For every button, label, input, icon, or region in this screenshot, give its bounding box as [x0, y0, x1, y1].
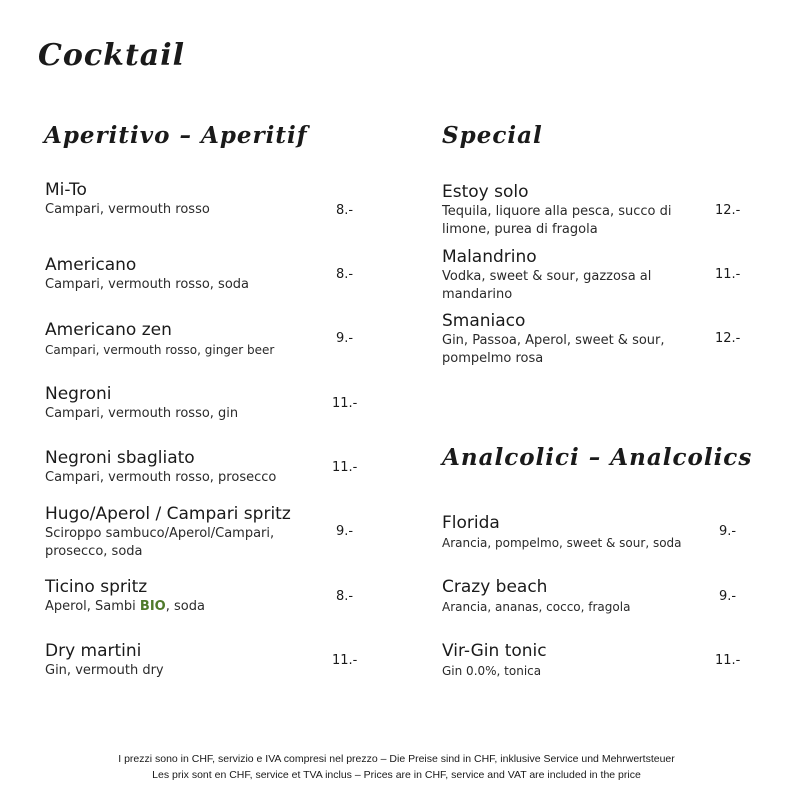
menu-item-americano-zen: [45, 320, 330, 359]
item-name: Dry martini: [45, 641, 142, 661]
item-price: 11.-: [332, 396, 358, 411]
section-title-aperitivo: Aperitivo – Aperitif: [44, 122, 308, 149]
section-title-special: Special: [442, 122, 543, 149]
item-description: Arancia, ananas, cocco, fragola: [442, 600, 631, 614]
item-name: Hugo/Aperol / Campari spritz: [45, 504, 291, 524]
menu-item-negroni: [45, 384, 325, 423]
item-description: Gin 0.0%, tonica: [442, 664, 542, 678]
item-description: Campari, vermouth rosso, gin: [45, 406, 239, 421]
item-price: 11.-: [332, 653, 358, 668]
item-price: 12.-: [715, 331, 741, 346]
item-description: Sciroppo sambuco/Aperol/Campari, prosecco, soda: [45, 526, 275, 559]
item-description: [45, 598, 325, 616]
item-description: Campari, vermouth rosso, prosecco: [45, 470, 277, 485]
item-price: 12.-: [715, 203, 741, 218]
item-name: Malandrino: [442, 247, 537, 267]
price-disclaimer-line-1: I prezzi sono in CHF, servizio e IVA compresi nel prezzo – Die Preise sind in CHF, inklusive Service und Mehrwertsteuer: [118, 753, 675, 765]
menu-item-crazy-beach: [442, 577, 712, 616]
menu-item-americano: [45, 255, 325, 294]
item-name: Americano: [45, 255, 137, 275]
item-name: Mi-To: [45, 180, 87, 200]
item-description: Arancia, pompelmo, sweet & sour, soda: [442, 536, 682, 550]
item-price: 8.-: [336, 267, 354, 282]
menu-item-negroni-sbagliato: [45, 448, 330, 487]
item-name: Smaniaco: [442, 311, 526, 331]
item-price: 11.-: [715, 653, 741, 668]
item-name: Estoy solo: [442, 182, 529, 202]
item-price: 9.-: [336, 524, 354, 539]
item-price: 9.-: [719, 524, 737, 539]
item-name: Florida: [442, 513, 500, 533]
item-description-part: Aperol, Sambi: [45, 599, 140, 614]
menu-item-vir-gin-tonic: [442, 641, 712, 680]
menu-item-mi-to: [45, 180, 325, 219]
item-description: Campari, vermouth rosso, ginger beer: [45, 343, 275, 357]
item-name: Negroni sbagliato: [45, 448, 195, 468]
price-disclaimer-line-2: Les prix sont en CHF, service et TVA inclus – Prices are in CHF, service and VAT are included in the price: [152, 769, 641, 781]
menu-item-smaniaco: [442, 311, 694, 368]
menu-item-florida: [442, 513, 712, 552]
section-title-analcolici: Analcolici – Analcolics: [442, 444, 753, 471]
item-price: 9.-: [336, 331, 354, 346]
item-price: 9.-: [719, 589, 737, 604]
price-disclaimer: [0, 751, 793, 783]
menu-item-estoy-solo: [442, 182, 694, 239]
item-description: Vodka, sweet & sour, gazzosa al mandarino: [442, 269, 652, 302]
menu-item-malandrino: [442, 247, 694, 304]
item-description-part: , soda: [165, 599, 205, 614]
item-name: Vir-Gin tonic: [442, 641, 547, 661]
page-title: Cocktail: [38, 38, 186, 73]
item-name: Negroni: [45, 384, 112, 404]
item-name: Americano zen: [45, 320, 172, 340]
item-description: Campari, vermouth rosso: [45, 202, 210, 217]
menu-item-dry-martini: [45, 641, 325, 680]
item-name: Crazy beach: [442, 577, 548, 597]
item-price: 8.-: [336, 203, 354, 218]
item-price: 11.-: [332, 460, 358, 475]
item-description: Gin, vermouth dry: [45, 663, 164, 678]
menu-item-ticino-spritz: [45, 577, 325, 616]
item-description: Gin, Passoa, Aperol, sweet & sour, pompelmo rosa: [442, 333, 665, 366]
item-price: 11.-: [715, 267, 741, 282]
item-name: Ticino spritz: [45, 577, 148, 597]
item-price: 8.-: [336, 589, 354, 604]
bio-badge: BIO: [139, 599, 166, 614]
item-description: Tequila, liquore alla pesca, succo di limone, purea di fragola: [442, 204, 672, 237]
item-description: Campari, vermouth rosso, soda: [45, 277, 250, 292]
menu-item-hugo-aperol-campari-spritz: [45, 504, 315, 561]
